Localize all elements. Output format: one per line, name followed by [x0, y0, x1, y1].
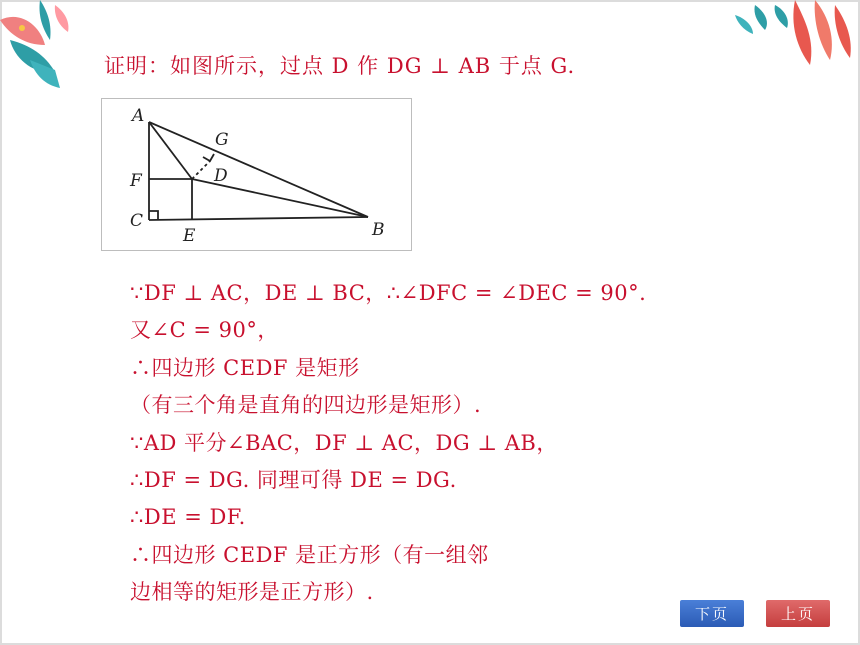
- leaf-decoration-top-left: [0, 0, 90, 90]
- triangle-diagram: [102, 99, 413, 252]
- leaf-decoration-top-right: [735, 0, 860, 80]
- proof-line-2: 又∠C = 90°，: [130, 318, 279, 343]
- proof-title: 证明：如图所示，过点 D 作 DG ⊥ AB 于点 G.: [104, 54, 576, 78]
- proof-line-8: ∴四边形 CEDF 是正方形（有一组邻: [130, 542, 489, 567]
- proof-line-4: （有三个角是直角的四边形是矩形）.: [130, 393, 482, 418]
- segment-cb: [149, 217, 368, 220]
- label-d: D: [214, 166, 228, 186]
- label-a: A: [132, 106, 145, 126]
- segment-dg: [192, 161, 210, 179]
- proof-line-7: ∴DE = DF.: [130, 505, 246, 530]
- label-g: G: [215, 130, 229, 150]
- proof-line-5: ∵AD 平分∠BAC，DF ⊥ AC，DG ⊥ AB，: [130, 430, 558, 455]
- previous-page-button[interactable]: 上页: [766, 600, 830, 627]
- geometry-figure: [101, 98, 412, 251]
- proof-line-1: ∵DF ⊥ AC，DE ⊥ BC，∴∠DFC = ∠DEC = 90°.: [130, 281, 647, 305]
- proof-line-9: 边相等的矩形是正方形）.: [130, 580, 374, 605]
- right-angle-mark-c: [149, 211, 158, 220]
- proof-line-6: ∴DF = DG. 同理可得 DE = DG.: [130, 467, 457, 492]
- label-f: F: [130, 171, 142, 191]
- label-b: B: [372, 220, 385, 240]
- next-page-button[interactable]: 下页: [680, 600, 744, 627]
- right-angle-mark-g: [203, 154, 214, 161]
- proof-line-3: ∴四边形 CEDF 是矩形: [130, 355, 360, 380]
- label-c: C: [130, 211, 144, 231]
- proof-body: [130, 275, 646, 612]
- segment-ab: [149, 122, 368, 217]
- label-e: E: [183, 226, 196, 246]
